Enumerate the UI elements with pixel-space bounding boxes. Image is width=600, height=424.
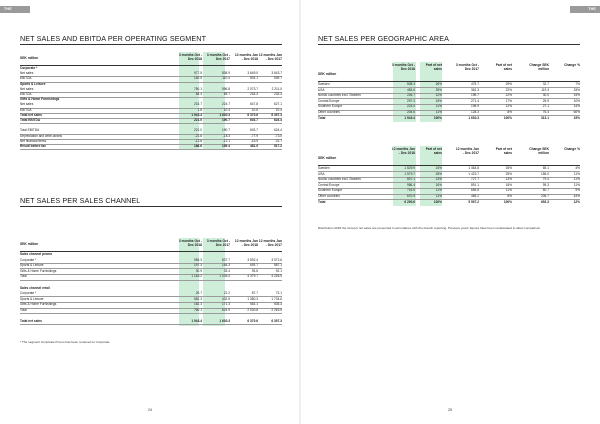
row-label: Southern Europe [318,188,343,193]
row-value: 624.4 [274,128,282,133]
row-value: 11% [435,104,442,109]
row-value: 100% [503,199,512,204]
row-label: Sports & Leisure [20,263,44,268]
column-header: Part of net sales [495,63,512,71]
row-value: 30.0 [542,93,549,98]
row-value: 475.7 [471,82,479,86]
row-value: -21.6 [194,133,202,138]
row-value: 503.1 [250,76,258,81]
row-value: 10.4 [223,107,230,112]
row-value: 204.6 [407,110,415,114]
row-label: Total net sales [20,319,42,324]
row-value: 563.1 [250,302,258,307]
row-value: 100% [433,115,442,120]
row-value: 233.3 [274,92,282,96]
row-value: 1 579.7 [404,171,415,176]
row-value: 539.7 [274,76,282,81]
column-header: Part of net sales [495,147,512,155]
row-label: Net sales [20,86,34,91]
row-value: 12% [435,93,442,98]
column-header: 12 months Jan - Dec 2017 [258,239,282,247]
header-tab-left: THE GROUP [0,6,30,13]
row-value: 215.7 [194,102,202,107]
row-value: 693.3 [541,199,549,204]
row-value: 6 370.6 [247,112,258,117]
row-value: 1 943.4 [404,115,415,120]
row-value: 977.5 [194,71,202,76]
row-value: 22% [505,87,512,92]
row-value: 3 572.6 [271,257,282,262]
row-value: 837.7 [222,257,230,262]
row-label: EBITDA [20,92,32,96]
row-value: 14% [573,104,580,109]
geo-title-rule [318,44,580,45]
row-value: 465.2 [471,194,479,198]
row-label: Net sales [20,102,34,107]
row-value: 226.7 [407,93,415,98]
row-value: 517.2 [274,144,282,148]
row-value: 6 397.3 [271,319,282,324]
row-value: 16% [505,182,512,187]
table-unit-label: SEK million [318,156,337,160]
row-value: 11% [573,177,580,182]
row-value: 760.1 [194,308,202,312]
row-value: 2 211.0 [271,86,282,91]
column-header: 3 months Oct - Dec 2017 [206,239,230,247]
row-value: 60.7 [542,188,549,193]
row-value: 33% [573,87,580,92]
row-label: Total net sales [20,112,42,117]
row-value: 100% [433,199,442,204]
row-label: Total [318,199,326,204]
row-value: 12% [505,93,512,98]
row-value: 25% [435,87,442,92]
row-value: 84.4 [195,92,202,96]
row-value: 986.4 [407,182,415,187]
table-row [20,314,282,319]
sales-channel-footnote: * The segment Corporate Promo has been renamed to Corporate. [20,340,111,344]
row-label: USA [318,87,325,92]
row-label: Other countries [318,110,340,114]
row-value: 7% [575,82,580,86]
row-value: 1 630.3 [219,112,230,117]
column-header: 3 months Oct - Dec 2018 [178,239,202,247]
column-header: 12 months Jan - Dec 2018 [234,53,258,61]
row-value: -12.1 [222,138,230,143]
row-value: 186.6 [194,144,202,148]
row-value: 65.1 [542,166,549,170]
row-value: 159.4 [222,144,230,148]
row-value: 13% [435,177,442,182]
row-value: 12% [505,104,512,109]
row-value: 955.3 [194,257,202,262]
row-value: 10% [573,98,580,103]
row-value: 190.7 [222,128,230,133]
row-label: Central Europe [318,98,340,103]
row-value: 93.6 [251,268,258,273]
row-value: 95.3 [542,182,549,187]
header-tab-right: THE GROUP [570,6,600,13]
row-label: Total EBITDA [20,128,40,133]
column-header: Change % [564,147,580,151]
row-value: 3 592.4 [247,257,258,262]
row-value: 69.7 [223,92,230,96]
ebitda-segment-title: NET SALES AND EBITDA PER OPERATING SEGMENT [20,34,207,43]
row-value: 223.0 [407,104,415,109]
table-row [20,286,282,291]
row-value: 313.1 [541,115,549,120]
column-header: Change SEK million [529,63,549,71]
row-value: 79.4 [542,177,549,182]
table-row [20,252,282,257]
row-value: 16% [435,182,442,187]
row-value: 156.0 [541,171,549,176]
row-value: 508.3 [407,82,415,86]
row-value: 1 734.6 [271,296,282,301]
table-row [318,116,580,121]
row-label: Sweden [318,82,330,86]
row-value: 587.1 [274,263,282,268]
column-header: 12 months Jan - Dec 2017 [455,147,479,155]
row-label: Gifts & Home Furnishings [20,302,57,307]
row-value: -31.7 [274,138,282,143]
row-value: 6 290.6 [404,199,415,204]
column-header: 12 months Jan - Dec 2018 [234,239,258,247]
column-header: 3 months Oct - Dec 2017 [206,53,230,61]
row-value: 196.7 [471,93,479,98]
row-value: 205.7 [541,194,549,198]
column-header: 12 months Jan - Dec 2018 [391,147,415,155]
table-row [20,319,282,325]
row-label: Corporate * [20,291,37,296]
row-label: Net sales [20,71,34,76]
row-value: 26% [505,166,512,170]
row-value: 362.3 [471,87,479,92]
row-value: 60% [573,110,580,114]
row-value: 15% [435,98,442,103]
row-value: 596.8 [222,86,230,91]
page-gutter [299,0,301,424]
row-label: Sports & Leisure [20,296,44,301]
row-label: Total EBITDA [20,118,41,122]
row-value: -12.8 [194,138,202,143]
row-value: 8% [507,110,512,114]
row-label: Corporate * [20,66,38,70]
row-value: -77.9 [250,133,258,138]
row-value: 32.7 [542,82,549,86]
row-value: 76.4 [542,110,549,114]
row-value: 44% [573,194,580,198]
row-value: 224.7 [222,102,230,107]
row-value: 11% [435,110,442,114]
row-value: 552.3 [194,296,202,301]
row-value: 182.3 [194,302,202,307]
row-value: 25% [505,171,512,176]
table-row [20,280,282,285]
row-value: 483.6 [407,87,415,92]
row-value: 10.6 [251,107,258,112]
row-value: 1 630.3 [468,115,479,120]
row-label: Result before tax [20,144,46,148]
row-value: 1 943.4 [191,112,202,117]
row-value: 2 073.7 [247,86,258,91]
row-value: 432.5 [222,296,230,301]
row-value: 110.4 [222,76,230,81]
row-value: 647.8 [250,102,258,107]
row-value: 25.9 [542,98,549,103]
table-unit-label: SEK million [318,72,337,76]
row-value: 21.2 [223,291,230,296]
row-value: 87.7 [251,291,258,296]
row-value: 727.7 [471,177,479,182]
row-value: 624.4 [274,118,282,122]
row-label: Total [318,115,326,120]
row-value: 92.1 [275,268,282,273]
row-value: 693.7 [250,263,258,268]
row-value: 9% [575,188,580,193]
row-value: 24% [435,166,442,170]
row-value: 1 035.4 [219,274,230,279]
column-header: Part of net sales [425,147,442,155]
row-value: 11% [573,171,580,176]
row-value: 1 183.2 [191,274,202,279]
row-value: 2 030.8 [247,308,258,312]
page-number-right: 25 [448,408,452,412]
row-value: 603.7 [250,118,258,122]
table-unit-label: SEK million [20,242,39,246]
column-header: Part of net sales [425,63,442,71]
row-value: 627.1 [274,102,282,107]
row-value: 100% [503,115,512,120]
row-value: -18.3 [222,133,230,138]
row-value: 73.1 [275,291,282,296]
row-label: Nordic countries excl. Sweden [318,177,361,182]
column-header: Change % [564,63,580,67]
row-label: Total [20,274,27,279]
sales-channel-title-rule [20,206,282,207]
column-header: 3 months Oct - Dec 2018 [178,53,202,61]
row-value: 670.9 [407,194,415,198]
row-value: 25.7 [195,291,202,296]
row-value: 6 370.6 [247,319,258,324]
row-value: 13% [505,177,512,182]
row-label: Southern Europe [318,104,343,109]
row-value: 11% [435,188,442,193]
row-value: 271.4 [471,98,479,103]
row-value: 197.3 [194,263,202,268]
row-value: 838.9 [222,71,230,76]
row-value: 297.3 [407,98,415,103]
row-value: 1 943.4 [191,319,202,324]
row-label: EBITDA [20,107,32,112]
row-label: Sweden [318,166,330,170]
row-value: 2 263.5 [271,308,282,312]
row-value: 5 597.2 [468,199,479,204]
row-value: 12% [573,199,580,204]
row-value: 11% [505,188,512,193]
row-value: 481.9 [250,144,258,148]
row-value: 716.5 [407,188,415,193]
row-value: 1 529.9 [404,166,415,170]
sales-channel-title: NET SALES PER SALES CHANNEL [20,196,141,205]
column-header: 3 months Oct - Dec 2017 [455,63,479,71]
row-label: Central Europe [318,182,340,187]
row-value: 750.1 [194,86,202,91]
row-value: 8% [507,194,512,198]
row-value: 26% [435,82,442,86]
row-value: 30.9 [195,268,202,273]
row-value: 27.1 [542,104,549,109]
row-value: 3 643.7 [271,71,282,76]
table-row [20,144,282,150]
row-label: Sports & Leisure [20,81,46,86]
row-value: 6 397.3 [271,112,282,117]
row-value: 19% [573,115,580,120]
row-value: 603.7 [250,128,258,133]
row-label: Sales channel promo [20,252,53,256]
row-value: 221.0 [194,128,202,133]
column-header: 12 months Jan - Dec 2017 [258,53,282,61]
row-label: Gifts & Home Furnishings [20,97,60,102]
row-value: -43.9 [250,138,258,143]
row-value: 1 630.3 [219,319,230,324]
row-value: 624.9 [222,308,230,312]
row-value: 221.0 [194,118,202,122]
row-value: 535.3 [274,302,282,307]
row-value: 11% [435,194,442,198]
row-value: 4% [575,166,580,170]
row-value: 171.3 [222,302,230,307]
row-value: 218.3 [250,92,258,96]
row-value: 195.9 [471,104,479,109]
row-value: -73.0 [274,133,282,138]
row-label: Sales channel retail [20,285,50,290]
row-value: 25% [435,171,442,176]
row-value: 15% [573,93,580,98]
row-value: 33.4 [223,268,230,273]
row-value: 655.8 [471,188,479,193]
column-header: 3 months Oct - Dec 2018 [391,63,415,71]
row-label: USA [318,171,325,176]
row-value: 164.3 [222,263,230,268]
row-value: 119.3 [541,87,549,92]
table-row [318,200,580,205]
geo-title: NET SALES PER GEOGRAPHIC AREA [318,34,449,43]
ebitda-segment-title-rule [20,44,282,45]
row-label: Total [20,308,27,312]
row-value: 1 380.3 [247,296,258,301]
table-unit-label: SEK million [20,56,39,60]
row-label: Depreciation and write-downs [20,133,62,138]
row-value: 807.1 [407,177,415,182]
column-header: Change SEK million [529,147,549,155]
row-label: Nordic countries excl. Sweden [318,93,361,98]
row-label: Corporate * [20,257,37,262]
row-value: 4 246.9 [271,274,282,279]
row-value: 4 379.7 [247,274,258,279]
row-value: 128.3 [471,110,479,114]
row-label: Gifts & Home Furnishings [20,268,57,273]
row-value: 17% [505,98,512,103]
row-value: 29% [505,82,512,86]
row-value: 891.1 [471,182,479,187]
row-value: 10.4 [275,107,282,112]
row-value: 11% [573,182,580,187]
row-label: Other countries [318,194,340,198]
row-value: 3 649.0 [247,71,258,76]
row-value: 1 464.8 [468,166,479,170]
geo-note: Distribution 2018 the Group's net sales are presented in accordance with the branch reporting. Previous years' figures have been recalculated to allow comparison. [318,226,542,230]
row-value: 1.8 [197,107,202,112]
page-number-left: 24 [148,408,152,412]
row-value: 1 423.7 [468,171,479,176]
row-label: Net financial items [20,138,47,143]
row-value: 140.5 [194,76,202,81]
row-value: 190.7 [222,118,230,122]
row-label: EBITDA [20,76,32,81]
